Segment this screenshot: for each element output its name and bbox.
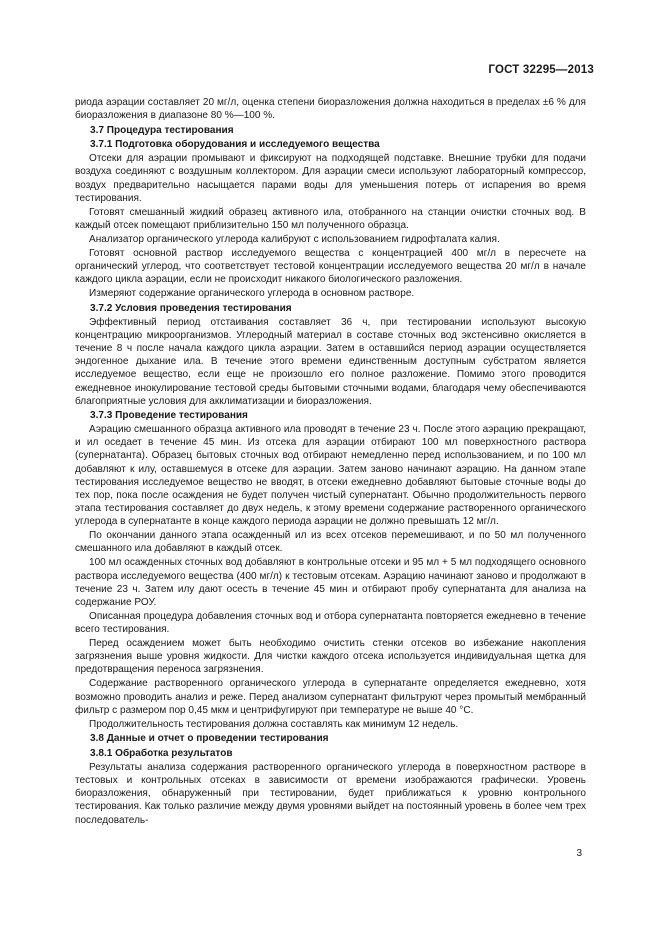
section-heading-3-7-3: 3.7.3 Проведение тестирования	[90, 410, 248, 421]
section-heading-3-8: 3.8 Данные и отчет о проведении тестирования	[90, 733, 329, 745]
section-heading-3-7-2: 3.7.2 Условия проведения тестирования	[90, 302, 292, 314]
paragraph: Эффективный период отстаивания составляет 36 ч, при тестировании используют высокую концентрацию микроорганизмов. Углеродный материал в составе сточных вод экстенсивно окисляется в течение 8 ч после начала каждого цикла аэрации. Затем в оставшийся период аэрации осуществляется эндогенное дыхание ила. В течение этого времени единственным доступным субстратом является исследуемое вещество, если еще не произошло его полное разложение. Помимо этого проводится ежедневное инокулирование тестовой среды бытовыми сточными водами, благодаря чему обеспечиваются благоприятные условия для акклиматизации и биоразложения.	[75, 316, 586, 407]
paragraph: Готовят основной раствор исследуемого вещества с концентрацией 400 мг/л в пересчете на органический углерод, что соответствует тестовой концентрации исследуемого вещества 20 мг/л в начале каждого цикла аэрации, если не происходит никакого биологического разложения.	[75, 247, 586, 286]
section-heading-3-8-1: 3.8.1 Обработка результатов	[90, 747, 233, 759]
paragraph-intro: риода аэрации составляет 20 мг/л, оценка степени биоразложения должна находиться в пределах ±6 % для биоразложения в диапазоне 80 %—100 %.	[75, 97, 586, 122]
paragraph: Перед осаждением может быть необходимо очистить стенки отсеков во избежание накопления загрязнения выше уровня жидкости. Для чистки каждого отсека используется индивидуальная щетка для предотвращения переноса загрязнения.	[75, 638, 586, 676]
paragraph: Отсеки для аэрации промывают и фиксируют на подходящей подставке. Внешние трубки для подачи воздуха соединяют с воздушным коллектором. Для аэрации смеси используют лабораторный компрессор, воздух предварительно насыщается парами воды для уменьшения потерь от испарения во время тестирования.	[75, 153, 586, 204]
section-heading-3-7-1: 3.7.1 Подготовка оборудования и исследуемого вещества	[90, 139, 380, 151]
paragraph: Содержание растворенного органического углерода в супернатанте определяется ежедневно, хотя возможно проводить анализ и реже. Перед анализом супернатант фильтруют через промытый мембранный фильтр с размером пор 0,45 мкм и центрифугируют при температуре не выше 40 °C.	[75, 678, 586, 716]
section-heading-3-7: 3.7 Процедура тестирования	[90, 124, 234, 136]
paragraph: Результаты анализа содержания растворенного органического углерода в поверхностном растворе в тестовых и контрольных отсеках в зависимости от времени изображаются графически. Уровень биоразложения, обнаруженный при тестировании, будет приближаться к уровню контрольного тестирования. Как только различие между двумя уровнями выйдет на постоянный уровень в более чем трех последователь-	[75, 761, 586, 826]
paragraph: Описанная процедура добавления сточных вод и отбора супернатанта повторяется ежедневно в течение всего тестирования.	[75, 610, 586, 636]
paragraph: Продолжительность тестирования должна составлять как минимум 12 недель.	[89, 718, 459, 730]
page-number: 3	[576, 848, 582, 859]
paragraph: Анализатор органического углерода калибруют с использованием гидрофталата калия.	[89, 233, 500, 245]
paragraph: Готовят смешанный жидкий образец активного ила, отобранного на станции очистки сточных вод. В каждый отсек помещают приблизительно 150 мл полученного образца.	[75, 206, 586, 231]
document-body	[75, 96, 586, 827]
standard-header: ГОСТ 32295—2013	[488, 64, 594, 76]
paragraph: По окончании данного этапа осажденный ил из всех отсеков перемешивают, и по 50 мл полученного смешанного ила добавляют в каждый отсек.	[75, 530, 586, 555]
paragraph: 100 мл осажденных сточных вод добавляют в контрольные отсеки и 95 мл + 5 мл подходящего основного раствора исследуемого вещества (400 мг/л) к тестовым отсекам. Аэрацию начинают заново и продолжают в течение 23 ч. Затем илу дают осесть в течение 45 мин и отбирают пробу супернатанта для анализа на содержание РОУ.	[75, 557, 586, 608]
paragraph: Измеряют содержание органического углерода в основном растворе.	[89, 288, 415, 300]
paragraph: Аэрацию смешанного образца активного ила проводят в течение 23 ч. После этого аэрацию прекращают, и ил оседает в течение 45 мин. Из отсека для аэрации отбирают 100 мл поверхностного раствора (супернатанта). Образец бытовых сточных вод отбирают немедленно перед использованием, и по 100 мл добавляют к илу, оставшемуся в отсеке для аэрации. Затем заново начинают аэрацию. На данном этапе тестирования исследуемое вещество не вводят, в отсеки ежедневно добавляют бытовые сточные воды до тех пор, пока после осаждения не будет получен чистый супернатант. Обычно продолжительность первого этапа тестирования составляет до двух недель, к этому времени содержание растворенного органического углерода в супернатанте в конце каждого периода аэрации не должно превышать 12 мг/л.	[75, 424, 586, 528]
